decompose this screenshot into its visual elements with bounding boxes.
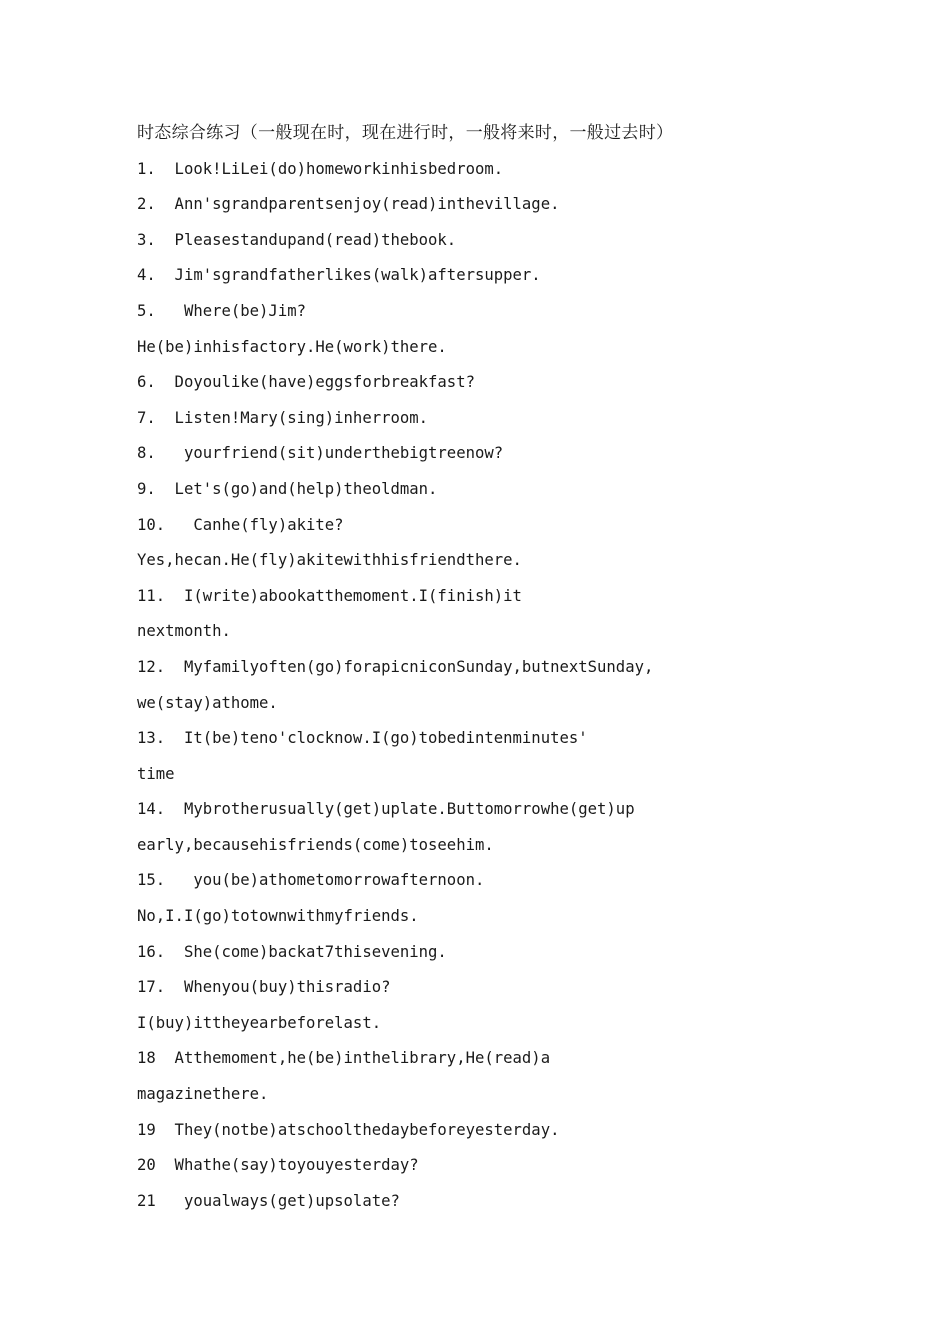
document-page (137, 116, 897, 1219)
exercise-line: 21 youalways(get)upsolate? (137, 1191, 400, 1210)
exercise-line: 8. yourfriend(sit)underthebigtreenow? (137, 444, 504, 463)
exercise-line: 17. Whenyou(buy)thisradio? (137, 978, 391, 997)
exercise-line: early,becausehisfriends(come)toseehim. (137, 835, 494, 854)
exercise-line: 13. It(be)teno'clocknow.I(go)tobedintenminutes' (137, 729, 588, 748)
exercise-line: 20 Whathe(say)toyouyesterday? (137, 1156, 419, 1175)
exercise-line: 6. Doyoulike(have)eggsforbreakfast? (137, 373, 475, 392)
exercise-line: magazinethere. (137, 1085, 269, 1104)
exercise-line: 15. you(be)athometomorrowafternoon. (137, 871, 485, 890)
exercise-line: 1. Look!LiLei(do)homeworkinhisbedroom. (137, 159, 504, 178)
exercise-line: nextmonth. (137, 622, 231, 641)
exercise-line: 19 They(notbe)atschoolthedaybeforeyesterday. (137, 1120, 560, 1139)
exercise-line: 18 Atthemoment,he(be)inthelibrary,He(read)a (137, 1049, 551, 1068)
document-title: 时态综合练习（一般现在时，现在进行时，一般将来时，一般过去时） (137, 123, 674, 143)
exercise-line: we(stay)athome. (137, 693, 278, 712)
exercise-line: 5. Where(be)Jim? (137, 301, 306, 320)
exercise-line: 2. Ann'sgrandparentsenjoy(read)inthevillage. (137, 195, 560, 214)
exercise-line: No,I.I(go)totownwithmyfriends. (137, 907, 419, 926)
exercise-line: I(buy)ittheyearbeforelast. (137, 1013, 382, 1032)
exercise-line: 9. Let's(go)and(help)theoldman. (137, 479, 438, 498)
exercise-line: 16. She(come)backat7thisevening. (137, 942, 447, 961)
exercise-line: time (137, 764, 175, 783)
exercise-line: 3. Pleasestandupand(read)thebook. (137, 230, 457, 249)
exercise-line: He(be)inhisfactory.He(work)there. (137, 337, 447, 356)
exercise-list (137, 152, 897, 1220)
exercise-line: Yes,hecan.He(fly)akitewithhisfriendthere. (137, 551, 522, 570)
exercise-line: 7. Listen!Mary(sing)inherroom. (137, 408, 429, 427)
exercise-line: 4. Jim'sgrandfatherlikes(walk)aftersupper. (137, 266, 541, 285)
exercise-line: 12. Myfamilyoften(go)forapicniconSunday,butnextSunday, (137, 657, 654, 676)
exercise-line: 11. I(write)abookatthemoment.I(finish)it (137, 586, 522, 605)
exercise-line: 10. Canhe(fly)akite? (137, 515, 344, 534)
exercise-line: 14. Mybrotherusually(get)uplate.Buttomorrowhe(get)up (137, 800, 635, 819)
